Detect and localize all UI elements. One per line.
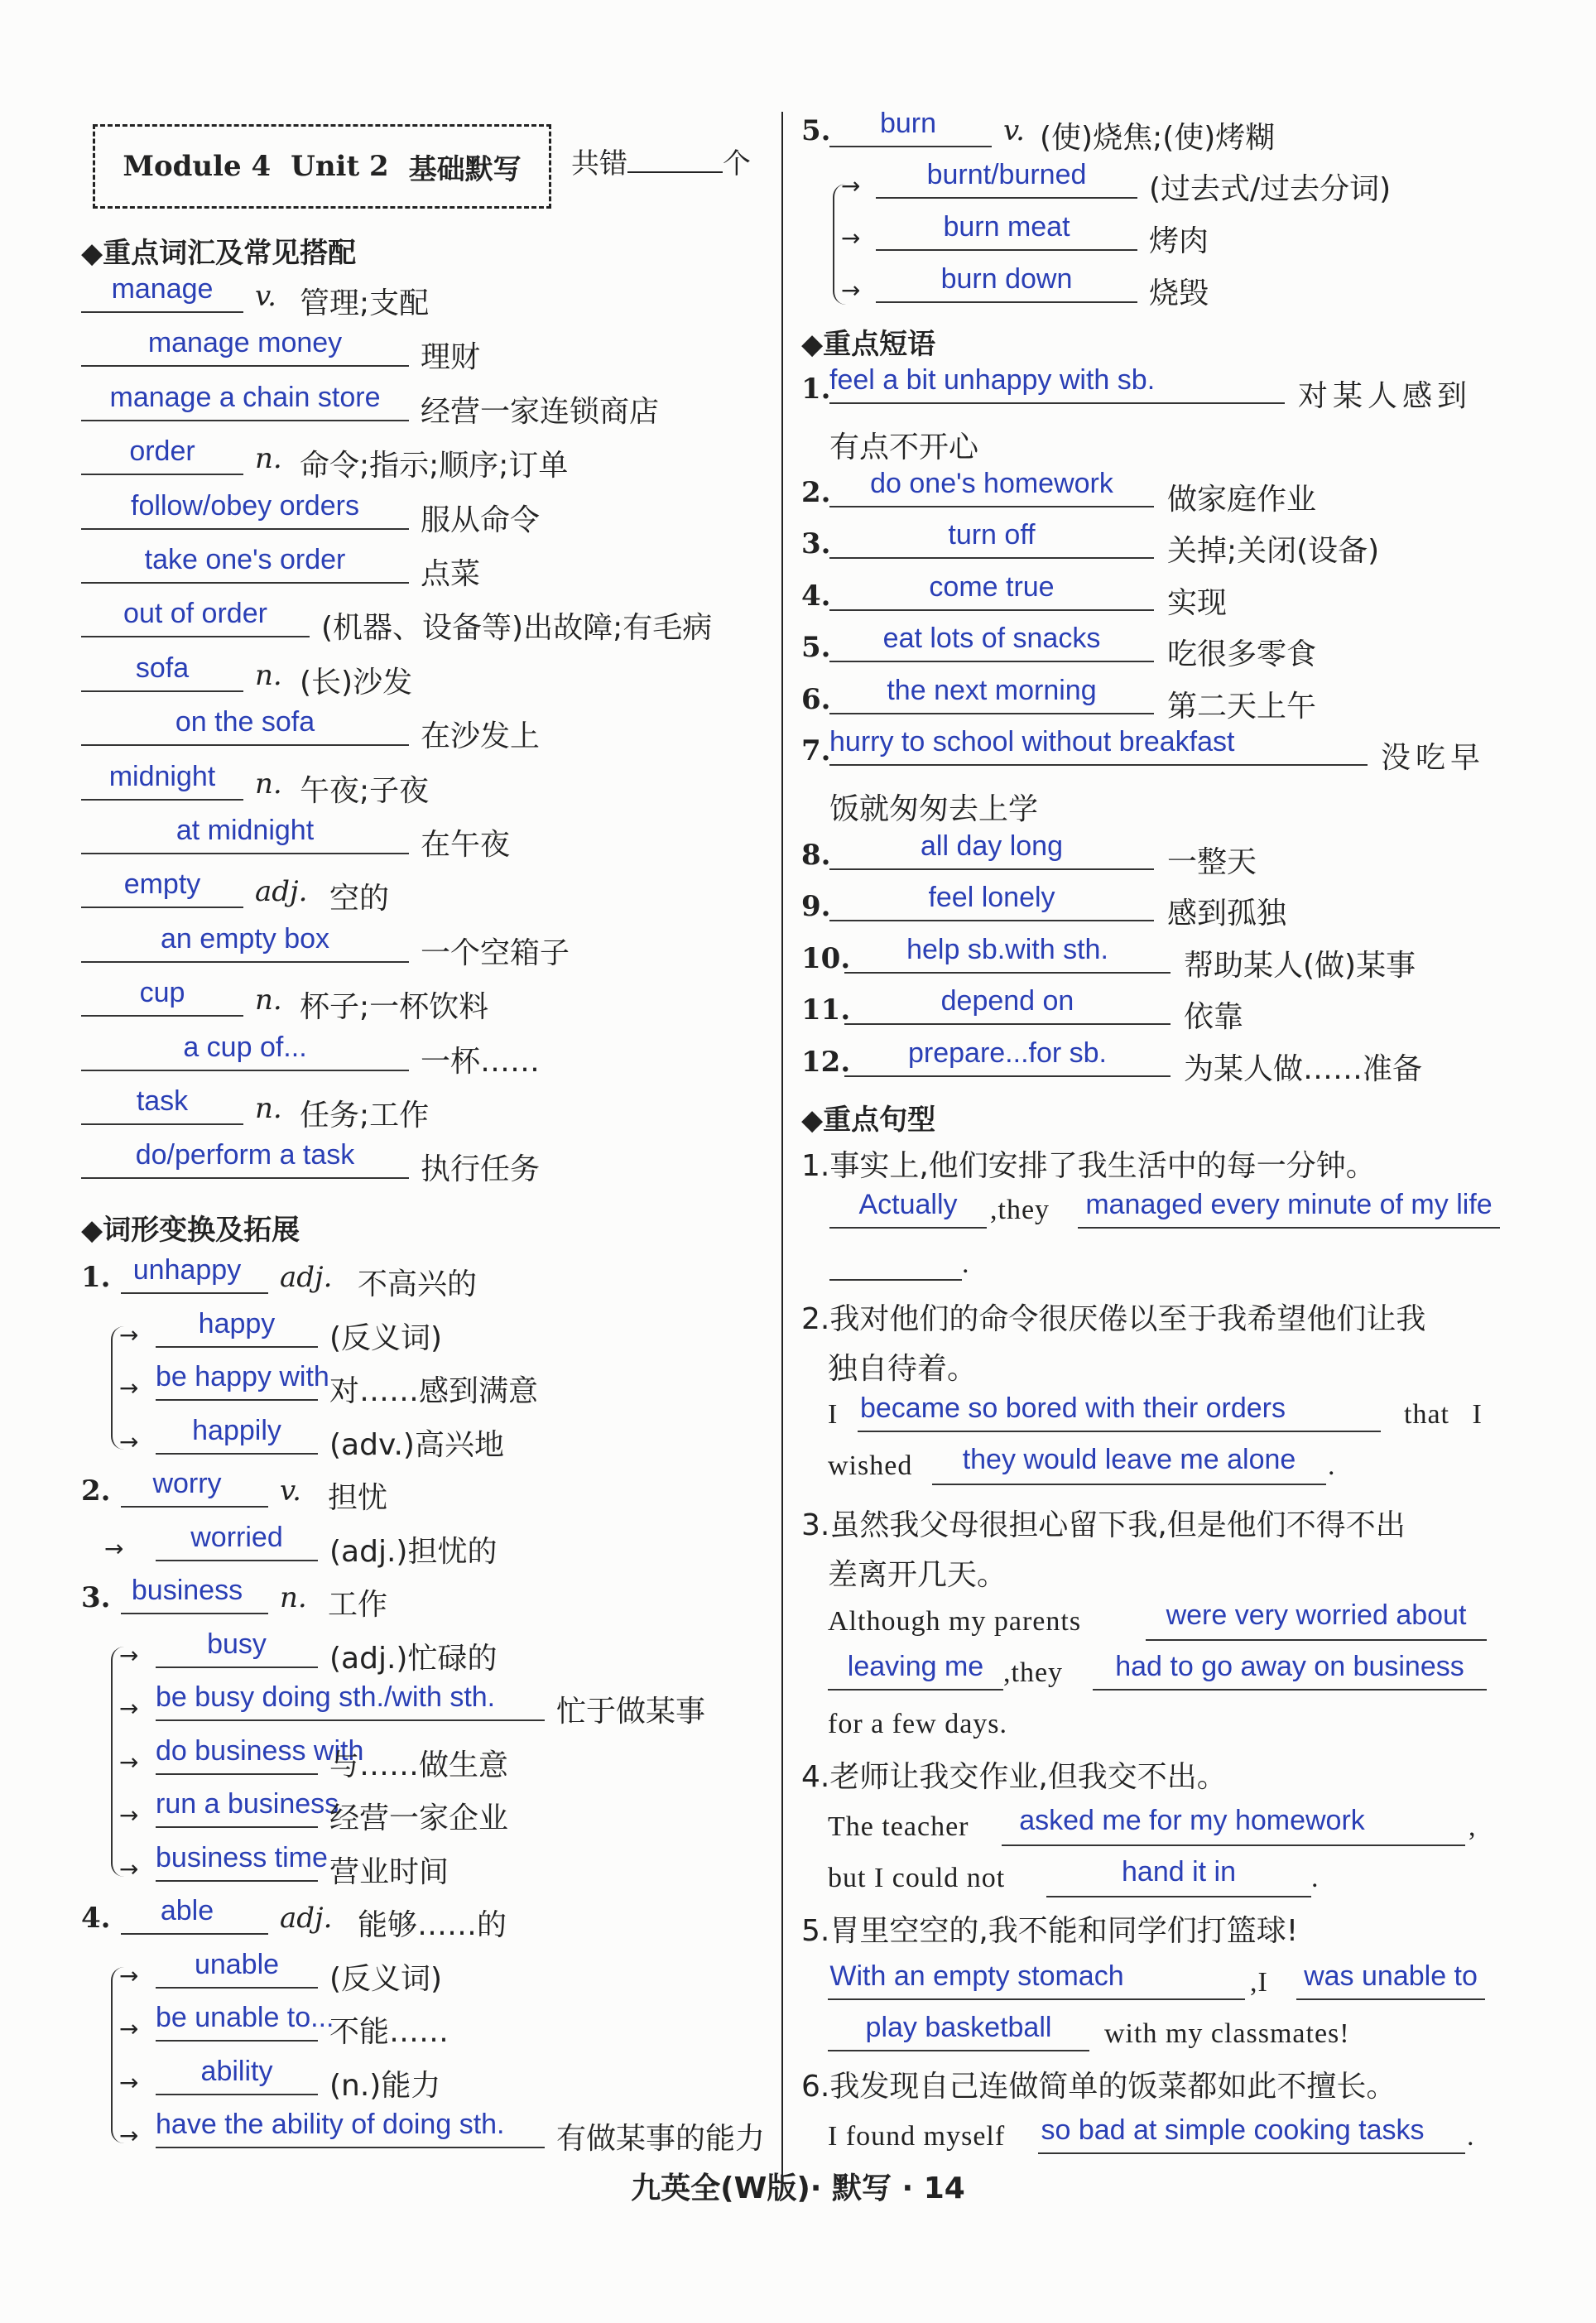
page-footer: 九英全(W版)· 默写 · 14 (631, 2172, 965, 2205)
arrow-icon: → (119, 1962, 139, 1989)
item-number: 4. (801, 580, 831, 613)
answer-blank[interactable] (829, 868, 1154, 870)
burn-sub-meaning: (过去式/过去分词) (1149, 172, 1392, 206)
transform-sub-answer: be busy doing sth./with sth. (156, 1681, 496, 1713)
transform-sub-answer: busy (207, 1628, 267, 1660)
answer-blank[interactable] (829, 661, 1154, 662)
part-of-speech: adj. (280, 1902, 333, 1935)
vocab-answer: a cup of... (183, 1032, 307, 1063)
arrow-icon: → (119, 1748, 139, 1776)
phrase-answer: feel a bit unhappy with sb. (829, 364, 1156, 396)
transform-sub-answer: run a business (156, 1788, 339, 1820)
answer-blank[interactable] (156, 1773, 318, 1775)
answer-text: managed every minute of my life (1085, 1189, 1493, 1220)
part-of-speech: n. (280, 1581, 307, 1614)
burn-sub-answer: burn down (940, 263, 1073, 295)
phrase-meaning: 实现 (1167, 586, 1228, 620)
phrase-meaning: 感到孤独 (1167, 897, 1287, 931)
part-of-speech: adj. (255, 875, 308, 908)
answer-blank[interactable] (156, 1346, 318, 1348)
transform-sub-answer: do business with (156, 1735, 364, 1767)
transform-meaning: 不高兴的 (358, 1267, 478, 1301)
answer-blank[interactable] (156, 2147, 545, 2148)
phrase-answer: the next morning (887, 675, 1097, 706)
answer-blank[interactable] (829, 402, 1285, 404)
answer-blank[interactable] (121, 1933, 268, 1935)
item-number: 9. (801, 890, 831, 923)
answer-blank[interactable] (876, 249, 1137, 251)
part-of-speech: n. (255, 767, 282, 801)
title-label: 基础默写 (408, 152, 522, 186)
vocab-meaning: 一个空箱子 (421, 936, 570, 970)
answer-blank[interactable] (858, 1431, 1381, 1432)
transform-sub-answer: be happy with (156, 1361, 329, 1392)
transform-sub-meaning: 对……感到满意 (329, 1374, 539, 1408)
vocab-answer: do/perform a task (135, 1139, 355, 1171)
transform-meaning: 能够……的 (358, 1908, 507, 1942)
error-count-blank[interactable] (627, 147, 723, 173)
module-label: Module 4 (123, 150, 272, 183)
burn-answer: burn (879, 108, 937, 139)
answer-blank[interactable] (876, 301, 1137, 303)
answer-blank[interactable] (828, 1689, 1003, 1691)
vocab-meaning: 午夜;子夜 (300, 774, 430, 808)
answer-blank[interactable] (829, 609, 1154, 611)
transform-sub-answer: ability (200, 2056, 273, 2087)
vocab-meaning: 命令;指示;顺序;订单 (300, 449, 569, 483)
vocab-answer: order (129, 435, 195, 467)
part-of-speech: v. (280, 1474, 301, 1508)
arrow-icon: → (841, 277, 861, 304)
answer-text: leaving me (847, 1651, 984, 1682)
answer-blank[interactable] (828, 1998, 1245, 2000)
answer-blank[interactable] (828, 2050, 1089, 2051)
transform-sub-answer: business time (156, 1842, 328, 1873)
answer-blank[interactable] (156, 1666, 318, 1668)
part-of-speech: adj. (280, 1261, 333, 1294)
transform-sub-answer: unable (194, 1949, 280, 1980)
part-of-speech: v. (255, 280, 276, 313)
vocab-answer: manage (111, 273, 214, 305)
answer-blank[interactable] (81, 744, 409, 746)
vocab-answer: take one's order (144, 544, 346, 575)
part-of-speech: n. (255, 659, 282, 692)
transform-answer: able (160, 1895, 214, 1926)
column-divider (781, 112, 783, 2181)
item-number: 11. (801, 993, 851, 1027)
item-number: 3. (801, 527, 831, 560)
burn-sub-answer: burn meat (943, 211, 1070, 243)
answer-blank[interactable] (156, 1719, 545, 1721)
answer-blank[interactable] (81, 582, 409, 584)
answer-blank[interactable] (81, 1015, 243, 1017)
vocab-answer: cup (139, 977, 185, 1008)
transform-sub-meaning: 不能…… (329, 2015, 449, 2049)
item-number: 7. (801, 734, 831, 767)
answer-text: Actually (858, 1189, 958, 1220)
transform-sub-meaning: 与……做生意 (329, 1748, 509, 1782)
item-number: 4. (81, 1902, 111, 1935)
answer-blank[interactable] (121, 1613, 268, 1614)
item-number: 1. (801, 373, 831, 406)
section-sentences-heading: ◆重点句型 (801, 1104, 936, 1137)
answer-blank[interactable] (81, 474, 243, 475)
transform-answer: business (131, 1575, 243, 1606)
unit-label: Unit 2 (291, 150, 389, 183)
transform-sub-meaning: (n.)能力 (329, 2069, 441, 2103)
answer-blank[interactable] (1296, 1998, 1485, 2000)
transform-sub-meaning: 有做某事的能力 (556, 2122, 766, 2156)
arrow-icon: → (119, 1642, 139, 1669)
section-vocab-heading: ◆重点词汇及常见搭配 (81, 237, 357, 270)
phrase-meaning: 没吃早 (1381, 741, 1486, 775)
answer-blank[interactable] (844, 1075, 1171, 1077)
vocab-answer: sofa (135, 652, 190, 684)
part-of-speech: n. (255, 1092, 282, 1125)
vocab-meaning: 管理;支配 (300, 286, 430, 320)
arrow-icon: → (119, 1855, 139, 1883)
vocab-meaning: 在午夜 (421, 828, 511, 862)
part-of-speech: n. (255, 984, 282, 1017)
phrase-answer: hurry to school without breakfast (829, 726, 1235, 758)
transform-meaning: 担忧 (328, 1481, 388, 1515)
answer-blank[interactable] (829, 146, 992, 147)
bracket (111, 1967, 124, 2144)
answer-text: were very worried about (1166, 1599, 1467, 1631)
phrase-meaning: 吃很多零食 (1167, 637, 1317, 671)
vocab-answer: midnight (108, 761, 216, 792)
transform-answer: worry (152, 1468, 222, 1499)
burn-sub-answer: burnt/burned (926, 159, 1087, 190)
vocab-answer: manage a chain store (109, 382, 381, 413)
answer-blank[interactable] (156, 2040, 318, 2042)
arrow-icon: → (104, 1535, 124, 1562)
answer-blank[interactable] (81, 636, 310, 637)
phrase-meaning: 帮助某人(做)某事 (1184, 949, 1416, 983)
vocab-meaning: 在沙发上 (421, 719, 541, 753)
vocab-answer: empty (123, 868, 201, 900)
answer-text: they would leave me alone (962, 1444, 1296, 1475)
transform-sub-meaning: (adv.)高兴地 (329, 1428, 504, 1462)
vocab-meaning: 理财 (421, 340, 481, 374)
phrase-answer: depend on (940, 985, 1074, 1017)
part-of-speech: v. (1003, 114, 1025, 147)
answer-text: asked me for my homework (1019, 1805, 1365, 1836)
section-phrases-heading: ◆重点短语 (801, 328, 936, 361)
phrase-meaning: 关掉;关闭(设备) (1167, 534, 1380, 568)
error-count: 共错 个 (571, 147, 751, 180)
burn-meaning: (使)烧焦;(使)烤糊 (1040, 121, 1276, 155)
transform-sub-meaning: 营业时间 (329, 1855, 449, 1889)
answer-blank[interactable] (1093, 1689, 1487, 1691)
item-number: 5. (801, 631, 831, 664)
answer-blank[interactable] (1038, 2152, 1465, 2154)
answer-blank[interactable] (1046, 1896, 1311, 1897)
transform-sub-meaning: 经营一家企业 (329, 1801, 509, 1835)
answer-blank[interactable] (81, 690, 243, 692)
part-of-speech: n. (255, 442, 282, 475)
answer-blank[interactable] (156, 1560, 318, 1561)
answer-text: play basketball (865, 2012, 1052, 2043)
answer-blank[interactable] (1146, 1639, 1487, 1641)
phrase-meaning-cont: 饭就匆匆去上学 (829, 792, 1039, 826)
transform-sub-answer: have the ability of doing sth. (156, 2109, 505, 2140)
answer-text: hand it in (1122, 1856, 1236, 1888)
phrase-answer: feel lonely (928, 882, 1055, 913)
answer-blank[interactable] (81, 853, 409, 854)
answer-blank[interactable] (829, 764, 1368, 766)
phrase-answer: come true (929, 571, 1055, 603)
vocab-answer: out of order (123, 598, 267, 629)
phrase-meaning: 对某人感到 (1298, 379, 1473, 413)
answer-text: was unable to (1304, 1960, 1478, 1992)
transform-answer: unhappy (132, 1254, 242, 1286)
answer-blank[interactable] (829, 1279, 962, 1281)
vocab-meaning: 经营一家连锁商店 (421, 395, 660, 429)
answer-blank[interactable] (876, 197, 1137, 199)
answer-blank[interactable] (156, 2094, 318, 2095)
vocab-answer: task (136, 1085, 189, 1117)
phrase-answer: help sb.with sth. (906, 934, 1108, 965)
vocab-answer: manage money (147, 327, 343, 358)
arrow-icon: → (119, 1695, 139, 1722)
answer-blank[interactable] (81, 311, 243, 313)
arrow-icon: → (119, 1428, 139, 1455)
phrase-meaning: 一整天 (1167, 845, 1257, 879)
answer-blank[interactable] (156, 1826, 318, 1828)
phrase-answer: all day long (920, 830, 1063, 862)
vocab-meaning: 空的 (329, 882, 390, 916)
vocab-meaning: 杯子;一杯饮料 (300, 990, 489, 1024)
answer-blank[interactable] (829, 1227, 987, 1229)
answer-text: had to go away on business (1115, 1651, 1464, 1682)
answer-blank[interactable] (1002, 1844, 1465, 1846)
answer-blank[interactable] (81, 961, 409, 963)
transform-sub-answer: worried (190, 1522, 283, 1553)
answer-text: so bad at simple cooking tasks (1041, 2114, 1425, 2146)
answer-text: became so bored with their orders (859, 1392, 1286, 1424)
answer-blank[interactable] (81, 907, 243, 908)
answer-blank[interactable] (81, 1123, 243, 1125)
burn-sub-meaning: 烤肉 (1149, 224, 1209, 258)
answer-blank[interactable] (932, 1484, 1326, 1485)
vocab-meaning: 一杯…… (421, 1045, 541, 1079)
phrase-meaning: 依靠 (1184, 1000, 1244, 1034)
answer-blank[interactable] (844, 972, 1171, 974)
transform-sub-meaning: (反义词) (329, 1962, 443, 1996)
arrow-icon: → (841, 224, 861, 252)
answer-blank[interactable] (121, 1292, 268, 1294)
transform-sub-answer: happily (192, 1415, 281, 1446)
vocab-meaning: (机器、设备等)出故障;有毛病 (321, 611, 713, 645)
arrow-icon: → (119, 1801, 139, 1829)
vocab-answer: at midnight (175, 815, 315, 846)
item-number: 12. (801, 1046, 851, 1079)
arrow-icon: → (119, 1374, 139, 1402)
item-number: 2. (801, 476, 831, 509)
answer-blank[interactable] (829, 920, 1154, 921)
item-number: 3. (81, 1581, 111, 1614)
phrase-meaning: 第二天上午 (1167, 690, 1317, 724)
transform-meaning: 工作 (328, 1588, 388, 1622)
phrase-meaning-cont: 有点不开心 (829, 430, 979, 464)
vocab-meaning: 服从命令 (421, 503, 541, 537)
answer-blank[interactable] (829, 557, 1154, 559)
transform-sub-meaning: (adj.)担忧的 (329, 1535, 498, 1569)
answer-blank[interactable] (829, 506, 1154, 507)
item-number: 1. (81, 1261, 111, 1294)
answer-text: With an empty stomach (829, 1960, 1124, 1992)
answer-blank[interactable] (829, 713, 1154, 714)
item-number: 8. (801, 839, 831, 872)
phrase-answer: do one's homework (870, 468, 1113, 499)
phrase-answer: turn off (948, 519, 1036, 551)
vocab-answer: an empty box (160, 923, 330, 955)
answer-blank[interactable] (156, 1880, 318, 1882)
transform-sub-meaning: (反义词) (329, 1321, 443, 1355)
item-number: 2. (81, 1474, 111, 1508)
answer-blank[interactable] (81, 420, 409, 421)
module-title-box (93, 124, 551, 209)
arrow-icon: → (119, 2015, 139, 2042)
answer-blank[interactable] (81, 365, 409, 367)
answer-blank[interactable] (81, 1177, 409, 1179)
item-number: 10. (801, 942, 851, 975)
item-number: 5. (801, 114, 831, 147)
vocab-meaning: 任务;工作 (300, 1099, 430, 1133)
arrow-icon: → (119, 2069, 139, 2096)
transform-sub-meaning: 忙于做某事 (556, 1695, 706, 1729)
vocab-meaning: 点菜 (421, 557, 481, 591)
phrase-meaning: 为某人做……准备 (1184, 1052, 1423, 1086)
phrase-meaning: 做家庭作业 (1167, 483, 1317, 517)
answer-blank[interactable] (81, 1070, 409, 1071)
worksheet-page: Module 4 Unit 2 基础默写 共错 个 ◆重点词汇及常见搭配 manage v. 管理;支配 manage money 理财 manage a chain store 经营一家连锁商店 order n. 命令;指示;顺序;订单 follow/obey orders 服从命令 take one's order 点菜 out of order (机器、设备等)出故障;有毛病 sofa n. (长)沙发 on the sofa 在沙发上 midnight n. 午夜;子夜 at midnight 在午夜 empty adj. 空的 an empty box 一个空箱子 cup n. 杯子;一杯饮料 a cup of... 一杯…… task n. 任务;工作 do/perform a task 执行任务 ◆词形变换及拓展 1. unhappy adj. 不高兴的 → happy (反义词) → be happy with 对……感到满意 → happily (adv.)高兴地 2. worry v. 担忧 → worried (adj.)担忧的 3. business n. 工作 → busy (adj.)忙碌的 → be busy doing sth./with sth. 忙于做某事 → do business with 与……做生意 → run a business 经营一家企业 → business time 营业时间 4. able adj. 能够……的 → unable (反义词) → be unable to... 不能…… → ability (n.)能力 → have the ability of doing sth. 有做某事的能力 5. burn v. (使)烧焦;(使)烤糊 → burnt/burned (过去式/过去分词) → burn meat 烤肉 → burn down 烧毁 ◆重点短语 1. feel a bit unhappy with sb. 对某人感到 有点不开心 2. do one's homework 做家庭作业 3. turn off 关掉;关闭(设备) 4. come true 实现 5. eat lots of snacks 吃很多零食 6. the next morning 第二天上午 7. hurry to school without breakfast 没吃早 饭就匆匆去上学 8. all day long 一整天 9. feel lonely 感到孤独 10. help sb.with sth. 帮助某人(做)某事 11. depend on 依靠 12. prepare...for sb. 为某人做……准备 ◆重点句型 1.事实上,他们安排了我生活中的每一分钟。 Actually ,they managed every minute of my life . 2.我对他们的命令很厌倦以至于我希望他们让我 独自待着。 I became so bored with their orders that I wished they would leave me alone . 3.虽然我父母很担心留下我,但是他们不得不出 差离开几天。 Although my parents were very worried about leaving me ,they had to go away on business for a few days. 4.老师让我交作业,但我交不出。 The teacher asked me for my homework , but I could not hand it in . 5.胃里空空的,我不能和同学们打篮球! With an empty stomach ,I was unable to play basketball with my classmates! 6.我发现自己连做简单的饭菜都如此不擅长。 I found myself so bad at simple cooking tasks . 九英全(W版)· 默写 · 14 (0, 0, 1596, 2323)
answer-blank[interactable] (81, 799, 243, 801)
section-transform-heading: ◆词形变换及拓展 (81, 1214, 300, 1247)
answer-blank[interactable] (156, 1453, 318, 1455)
arrow-icon: → (119, 2122, 139, 2149)
answer-blank[interactable] (81, 528, 409, 530)
phrase-answer: prepare...for sb. (907, 1037, 1107, 1069)
answer-blank[interactable] (156, 1399, 318, 1401)
item-number: 6. (801, 683, 831, 716)
vocab-answer: follow/obey orders (131, 490, 359, 522)
answer-blank[interactable] (844, 1023, 1171, 1025)
answer-blank[interactable] (121, 1506, 268, 1508)
vocab-answer: on the sofa (175, 706, 315, 738)
transform-sub-meaning: (adj.)忙碌的 (329, 1642, 498, 1676)
answer-blank[interactable] (156, 1987, 318, 1989)
transform-sub-answer: happy (198, 1308, 276, 1339)
phrase-answer: eat lots of snacks (882, 623, 1101, 654)
vocab-meaning: 执行任务 (421, 1152, 541, 1186)
burn-sub-meaning: 烧毁 (1149, 277, 1209, 310)
transform-sub-answer: be unable to... (156, 2002, 334, 2033)
answer-blank[interactable] (1078, 1227, 1500, 1229)
vocab-meaning: (长)沙发 (300, 666, 413, 700)
arrow-icon: → (119, 1321, 139, 1349)
arrow-icon: → (841, 172, 861, 200)
